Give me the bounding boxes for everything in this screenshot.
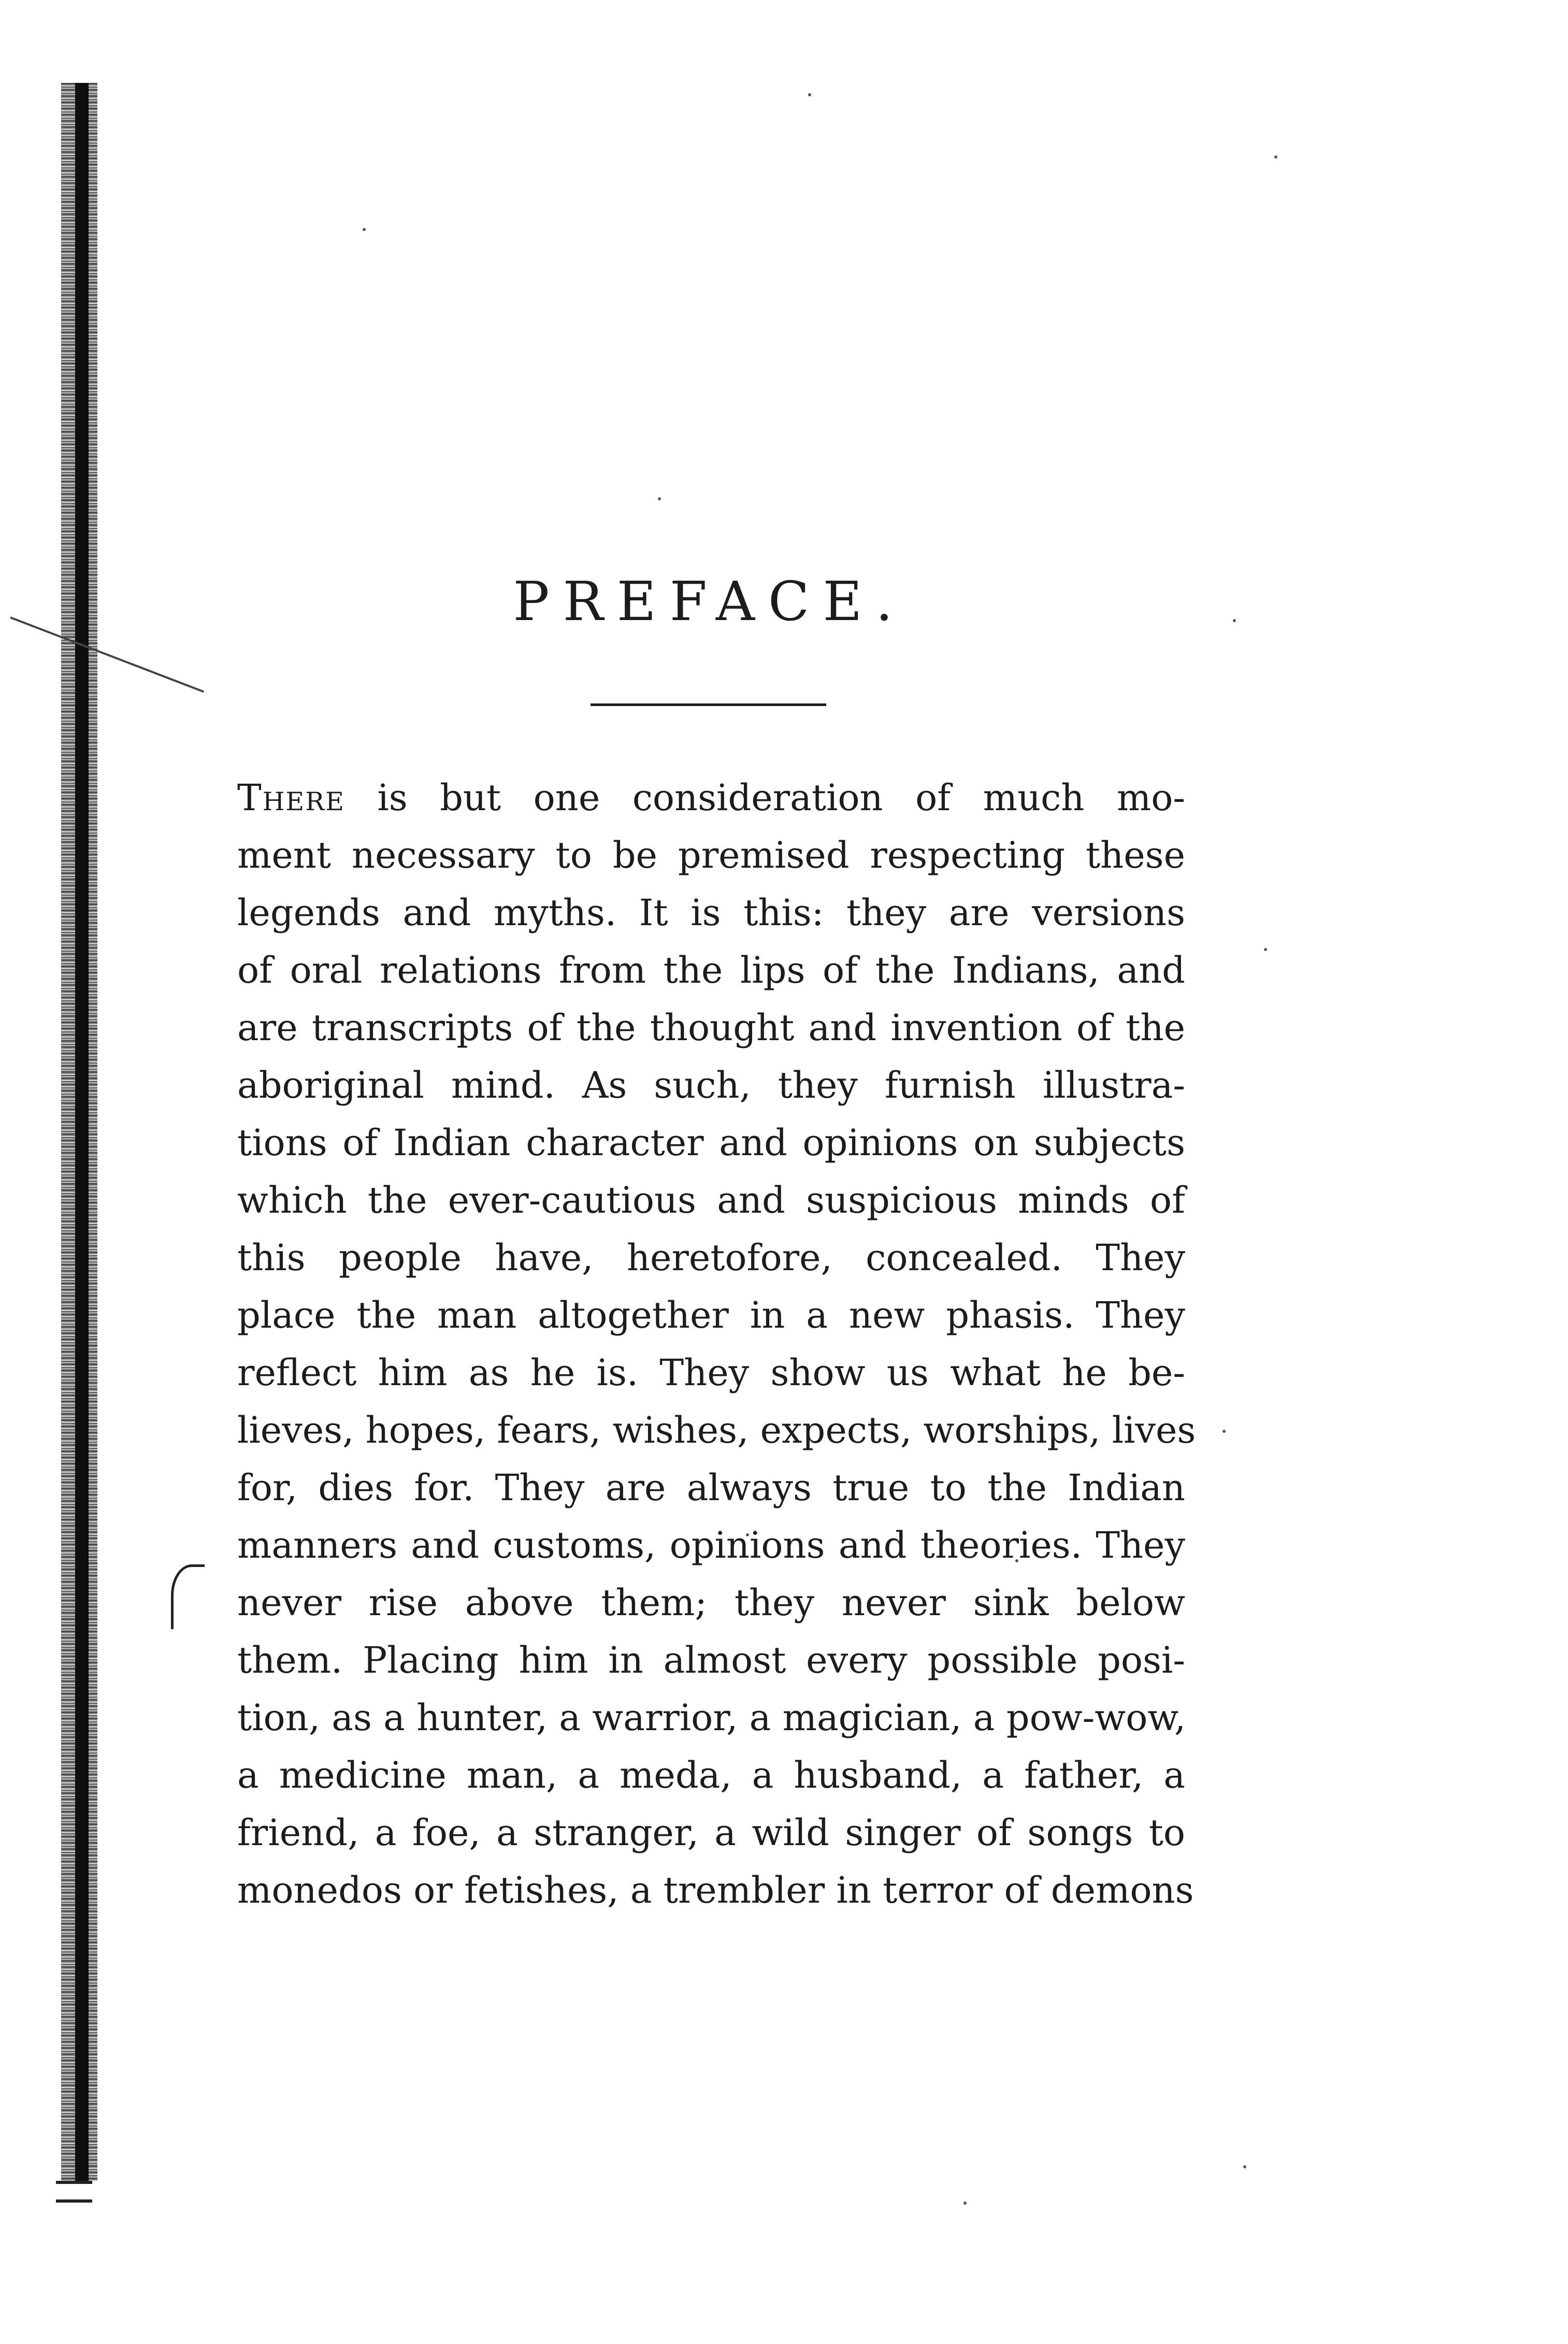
lead-word: There — [237, 776, 345, 819]
binding-edge-core — [75, 83, 89, 2181]
scan-speck — [808, 93, 811, 96]
scan-speck — [1274, 155, 1277, 159]
text-line: place the man altogether in a new phasis. They — [237, 1294, 1185, 1336]
text-line: reflect him as he is. They show us what he be- — [237, 1351, 1185, 1394]
text-line: tions of Indian character and opinions on subjects — [237, 1121, 1185, 1164]
text-line: are transcripts of the thought and invention of the — [237, 1006, 1185, 1049]
text-line: lieves, hopes, fears, wishes, expects, worships, lives — [237, 1409, 1196, 1451]
binding-edge-bars — [56, 2181, 92, 2203]
text-line: which the ever-cautious and suspicious minds of — [237, 1179, 1185, 1221]
text-line: ment necessary to be premised respecting these — [237, 834, 1185, 876]
scan-speck — [1264, 948, 1267, 951]
text-line: a medicine man, a meda, a husband, a father, a — [237, 1754, 1185, 1796]
text-line: this people have, heretofore, concealed. They — [237, 1236, 1185, 1279]
text-line: monedos or fetishes, a trembler in terror of demons — [237, 1869, 1194, 1911]
text-line: them. Placing him in almost every possible posi- — [237, 1639, 1185, 1681]
text-line: friend, a foe, a stranger, a wild singer of songs to — [237, 1811, 1185, 1854]
text-line: manners and customs, opinions and theories. They — [237, 1524, 1185, 1566]
scan-speck — [363, 228, 366, 231]
scan-speck — [658, 497, 661, 500]
text-line: tion, as a hunter, a warrior, a magician, a pow-wow, — [237, 1696, 1186, 1739]
text-line: for, dies for. They are always true to the Indian — [237, 1466, 1185, 1509]
scan-speck — [1243, 2165, 1246, 2168]
text-line: legends and myths. It is this: they are versions — [237, 891, 1185, 934]
text-line: never rise above them; they never sink below — [237, 1581, 1185, 1624]
text-line-rest: is but one consideration of much mo- — [344, 776, 1185, 819]
text-line: aboriginal mind. As such, they furnish illustra- — [237, 1064, 1185, 1106]
scan-speck — [1222, 1430, 1226, 1433]
text-line: of oral relations from the lips of the Indians, and — [237, 949, 1185, 991]
scan-artifact-hook — [171, 1564, 205, 1629]
scan-speck — [963, 2202, 967, 2205]
page-title: PREFACE. — [513, 570, 907, 633]
text-line — [237, 769, 1185, 827]
title-divider — [591, 703, 826, 706]
preface-paragraph — [237, 769, 1196, 1919]
